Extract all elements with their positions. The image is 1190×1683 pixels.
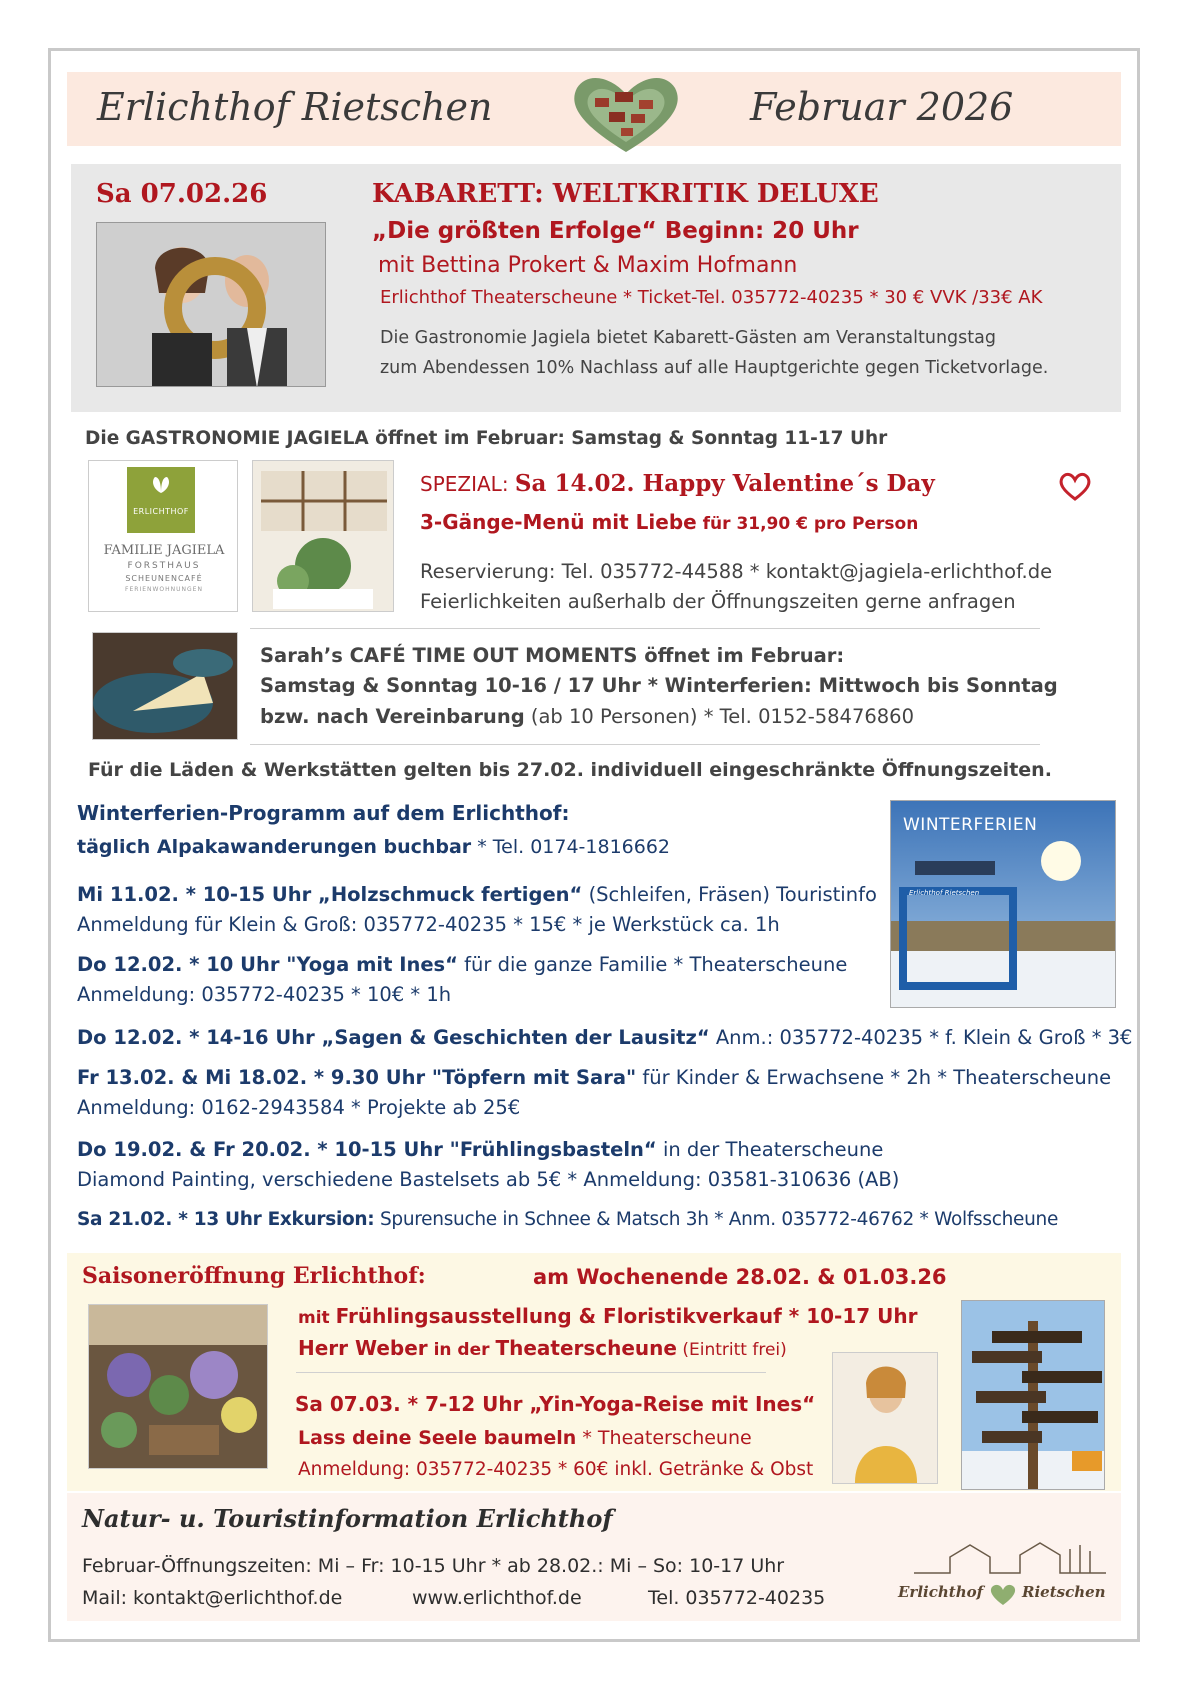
spezial-label: SPEZIAL: <box>420 472 515 496</box>
alpaka-line <box>77 833 670 861</box>
event-4-line-1 <box>77 1064 1111 1092</box>
saison-line-1 <box>298 1302 917 1332</box>
winter-heading: Winterferien-Programm auf dem Erlichthof: <box>77 801 570 825</box>
leaf-icon <box>149 475 173 495</box>
signpost-photo <box>961 1300 1105 1490</box>
footer-logo-right: Rietschen <box>1022 1583 1106 1601</box>
jagiela-logo-line-1: FORSTHAUS <box>127 561 201 571</box>
footer-logo-left: Erlichthof <box>898 1583 984 1601</box>
cafe-line-3-rest: (ab 10 Personen) * Tel. 0152-58476860 <box>524 705 914 728</box>
saison-line-1-pre: mit <box>298 1308 336 1328</box>
jagiela-logo-top: ERLICHTHOF <box>133 507 189 516</box>
saison-line-2-venue: Theaterscheune <box>495 1336 677 1360</box>
kabarett-date: Sa 07.02.26 <box>96 179 268 209</box>
valentine-title: Sa 14.02. Happy Valentine´s Day <box>514 470 935 497</box>
jagiela-logo-badge <box>127 467 195 533</box>
footer-title: Natur- u. Touristinformation Erlichthof <box>82 1504 613 1533</box>
footer-logo <box>898 1535 1120 1615</box>
saison-line-2-mid: in der <box>427 1340 496 1360</box>
event-4-title: Fr 13.02. & Mi 18.02. * 9.30 Uhr "Töpfern mit Sara" <box>77 1066 637 1089</box>
winterferien-photo <box>890 800 1116 1008</box>
jagiela-logo-line-3: FERIENWOHNUNGEN <box>125 586 203 593</box>
cafe-line-1: Sarah’s CAFÉ TIME OUT MOMENTS öffnet im Februar: <box>260 644 845 667</box>
event-2-line-2: Anmeldung: 035772-40235 * 10€ * 1h <box>77 983 452 1006</box>
event-4-line-2: Anmeldung: 0162-2943584 * Projekte ab 25€ <box>77 1096 521 1119</box>
event-1-line-1 <box>77 881 877 909</box>
saison-line-2-rest: (Eintritt frei) <box>676 1340 787 1360</box>
event-5-title: Do 19.02. & Fr 20.02. * 10-15 Uhr "Frühlingsbasteln“ <box>77 1138 657 1161</box>
yoga-line-3: Anmeldung: 035772-40235 * 60€ inkl. Getränke & Obst <box>298 1459 814 1480</box>
yoga-photo <box>832 1352 938 1484</box>
saison-line-2-name: Herr Weber <box>298 1336 428 1360</box>
valentine-line <box>420 468 935 502</box>
village-sketch-icon <box>910 1535 1110 1577</box>
event-1-detail: (Schleifen, Fräsen) Touristinfo <box>582 883 877 906</box>
header-title: Erlichthof Rietschen <box>97 85 493 129</box>
divider-saison <box>296 1372 766 1373</box>
yoga-line-2-rest: * Theaterscheune <box>576 1427 752 1449</box>
event-5-line-2: Diamond Painting, verschiedene Bastelsets ab 5€ * Anmeldung: 03581-310636 (AB) <box>77 1168 900 1191</box>
menu-price: für 31,90 € pro Person <box>696 514 919 534</box>
cafe-line-2: Samstag & Sonntag 10-16 / 17 Uhr * Winterferien: Mittwoch bis Sonntag <box>260 674 1058 697</box>
footer-hours: Februar-Öffnungszeiten: Mi – Fr: 10-15 Uhr * ab 28.02.: Mi – So: 10-17 Uhr <box>82 1555 785 1577</box>
alpaka-bold: täglich Alpakawanderungen buchbar <box>77 836 472 858</box>
heart-village-icon <box>565 72 687 154</box>
gastro-hours: Die GASTRONOMIE JAGIELA öffnet im Februar: Samstag & Sonntag 11-17 Uhr <box>85 428 888 449</box>
kabarett-subtitle: „Die größten Erfolge“ Beginn: 20 Uhr <box>372 218 859 244</box>
kabarett-note-1: Die Gastronomie Jagiela bietet Kabarett-Gästen am Veranstaltungstag <box>380 328 996 348</box>
jagiela-logo-line-2: SCHEUNENCAFÉ <box>125 574 203 583</box>
event-3-title: Do 12.02. * 14-16 Uhr „Sagen & Geschichten der Lausitz“ <box>77 1026 710 1049</box>
saison-line-1-bold: Frühlingsausstellung & Floristikverkauf * 10-17 Uhr <box>335 1304 918 1328</box>
event-3-line-1 <box>77 1024 1132 1052</box>
menu-line <box>420 508 918 538</box>
divider-cafe-top <box>250 628 1040 629</box>
celebrations-line: Feierlichkeiten außerhalb der Öffnungszeiten gerne anfragen <box>420 590 1016 613</box>
cafe-line-3 <box>260 703 914 731</box>
menu-title: 3-Gänge-Menü mit Liebe <box>420 510 697 534</box>
footer-web: www.erlichthof.de <box>412 1587 582 1609</box>
cafe-cake-photo <box>92 632 238 740</box>
kabarett-photo <box>96 222 326 387</box>
yoga-line-2 <box>298 1424 752 1452</box>
kabarett-venue: Erlichthof Theaterscheune * Ticket-Tel. 035772-40235 * 30 € VVK /33€ AK <box>380 287 1043 308</box>
event-4-detail: für Kinder & Erwachsene * 2h * Theaterscheune <box>636 1066 1112 1089</box>
flower-exhibition-photo <box>88 1304 268 1469</box>
event-6-detail: Spurensuche in Schnee & Matsch 3h * Anm. 035772-46762 * Wolfsscheune <box>374 1209 1059 1230</box>
winterferien-sign: Erlichthof Rietschen <box>909 889 980 897</box>
alpaka-rest: * Tel. 0174-1816662 <box>471 836 671 858</box>
shops-note: Für die Läden & Werkstätten gelten bis 27.02. individuell eingeschränkte Öffnungszeiten. <box>88 759 1052 781</box>
event-6-title: Sa 21.02. * 13 Uhr Exkursion: <box>77 1209 375 1230</box>
event-5-line-1 <box>77 1136 883 1164</box>
saison-dates: am Wochenende 28.02. & 01.03.26 <box>533 1265 947 1289</box>
yoga-title: Sa 07.03. * 7-12 Uhr „Yin-Yoga-Reise mit Ines“ <box>295 1392 816 1416</box>
footer-mail: Mail: kontakt@erlichthof.de <box>82 1587 343 1609</box>
saison-line-2 <box>298 1334 787 1364</box>
header-month: Februar 2026 <box>750 85 1014 129</box>
yoga-line-2-bold: Lass deine Seele baumeln <box>298 1427 577 1449</box>
event-2-detail: für die ganze Familie * Theaterscheune <box>457 953 848 976</box>
event-6-line-1 <box>77 1206 1058 1234</box>
heart-icon <box>1058 472 1092 502</box>
jagiela-logo <box>88 460 238 612</box>
kabarett-performers: mit Bettina Prokert & Maxim Hofmann <box>378 253 798 278</box>
footer-tel: Tel. 035772-40235 <box>648 1587 826 1609</box>
green-heart-icon <box>988 1583 1018 1607</box>
kabarett-title: KABARETT: WELTKRITIK DELUXE <box>372 179 879 209</box>
winterferien-label: WINTERFERIEN <box>903 815 1038 835</box>
kabarett-note-2: zum Abendessen 10% Nachlass auf alle Hauptgerichte gegen Ticketvorlage. <box>380 358 1049 378</box>
cafe-line-3-bold: bzw. nach Vereinbarung <box>260 705 525 728</box>
event-2-title: Do 12.02. * 10 Uhr "Yoga mit Ines“ <box>77 953 458 976</box>
event-1-line-2: Anmeldung für Klein & Groß: 035772-40235 * 15€ * je Werkstück ca. 1h <box>77 913 780 936</box>
event-5-detail: in der Theaterscheune <box>656 1138 884 1161</box>
reservation-line: Reservierung: Tel. 035772-44588 * kontakt@jagiela-erlichthof.de <box>420 560 1053 583</box>
event-3-detail: Anm.: 035772-40235 * f. Klein & Groß * 3€ <box>709 1026 1133 1049</box>
saison-title: Saisoneröffnung Erlichthof: <box>82 1263 426 1289</box>
event-2-line-1 <box>77 951 847 979</box>
restaurant-photo <box>252 460 394 612</box>
event-1-title: Mi 11.02. * 10-15 Uhr „Holzschmuck fertigen“ <box>77 883 583 906</box>
divider-cafe-bottom <box>250 744 1040 745</box>
jagiela-logo-name: FAMILIE JAGIELA <box>103 543 225 558</box>
